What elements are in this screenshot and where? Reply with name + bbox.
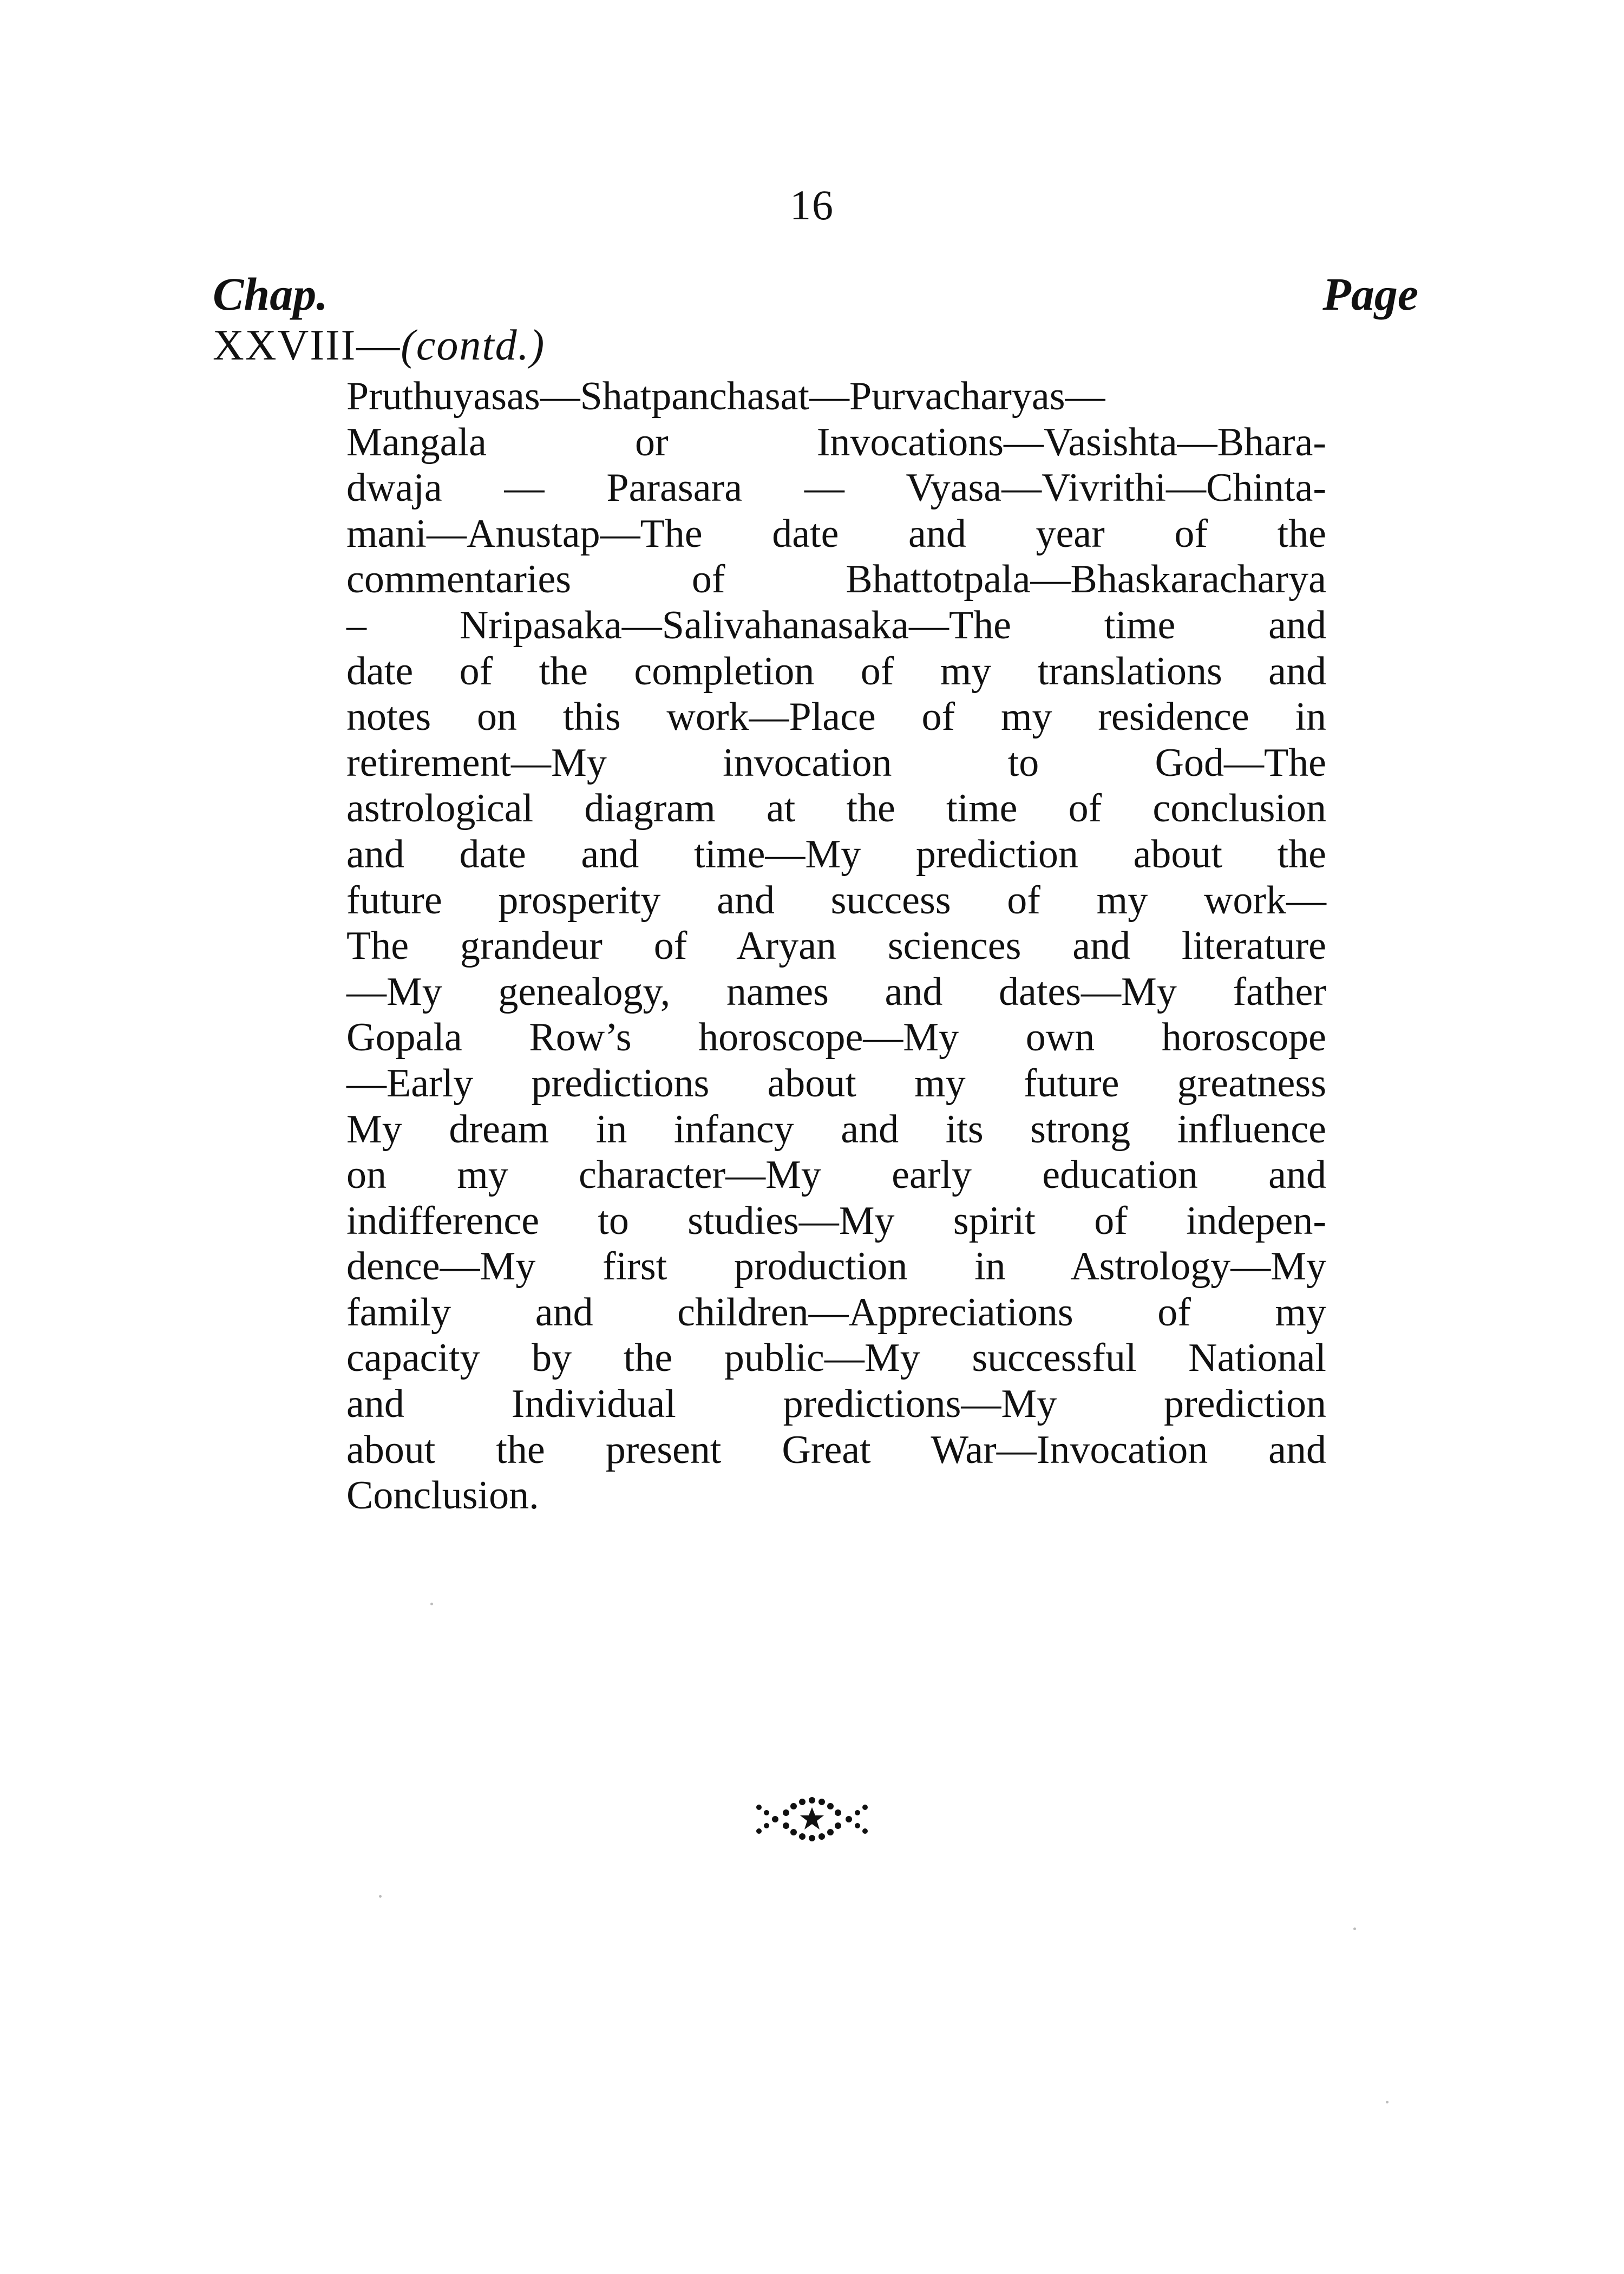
summary-line: family and children—Appreciations of my <box>346 1290 1326 1335</box>
summary-line: retirement—My invocation to God—The <box>346 740 1326 785</box>
summary-line: on my character—My early education and <box>346 1153 1326 1198</box>
page-number: 16 <box>790 181 834 228</box>
summary-line: astrological diagram at the time of conclusion <box>346 786 1326 831</box>
chapter-reference <box>213 324 545 367</box>
paper-speck <box>1386 2101 1389 2103</box>
summary-line: The grandeur of Aryan sciences and literature <box>346 924 1326 969</box>
summary-line: and date and time—My prediction about the <box>346 832 1326 877</box>
summary-line: indifference to studies—My spirit of indepen- <box>346 1198 1326 1243</box>
summary-line: mani—Anustap—The date and year of the <box>346 511 1326 556</box>
summary-line: Mangala or Invocations—Vasishta—Bhara- <box>346 420 1326 465</box>
summary-line: Gopala Row’s horoscope—My own horoscope <box>346 1015 1326 1060</box>
summary-line: capacity by the public—My successful National <box>346 1336 1326 1381</box>
summary-line: future prosperity and success of my work— <box>346 878 1326 923</box>
page-column-heading: Page <box>1322 268 1418 320</box>
chapter-numeral: XXVIII— <box>213 322 401 369</box>
summary-line: Conclusion. <box>346 1473 539 1518</box>
summary-line: —Early predictions about my future greatness <box>346 1061 1326 1106</box>
summary-line: commentaries of Bhattotpala—Bhaskaracharya <box>346 557 1326 602</box>
summary-line: and Individual predictions—My prediction <box>346 1382 1326 1427</box>
chap-column-heading: Chap. <box>213 268 328 320</box>
summary-line: Pruthuyasas—Shatpanchasat—Purvacharyas— <box>346 374 1105 419</box>
chapter-summary <box>346 374 1326 1519</box>
summary-line: dwaja — Parasara — Vyasa—Vivrithi—Chinta- <box>346 466 1326 511</box>
summary-line: – Nripasaka—Salivahanasaka—The time and <box>346 603 1326 648</box>
summary-line: dence—My first production in Astrology—My <box>346 1244 1326 1289</box>
paper-speck <box>430 1603 433 1605</box>
summary-line: about the present Great War—Invocation and <box>346 1427 1326 1472</box>
paper-speck <box>1353 1927 1356 1930</box>
summary-line: notes on this work—Place of my residence in <box>346 695 1326 740</box>
star-eye-ornament-icon <box>747 1787 877 1852</box>
paper-speck <box>379 1895 382 1898</box>
summary-line: —My genealogy, names and dates—My father <box>346 969 1326 1014</box>
summary-line: My dream in infancy and its strong influence <box>346 1107 1326 1152</box>
summary-line: date of the completion of my translations and <box>346 649 1326 694</box>
contd-label: (contd.) <box>401 322 546 369</box>
